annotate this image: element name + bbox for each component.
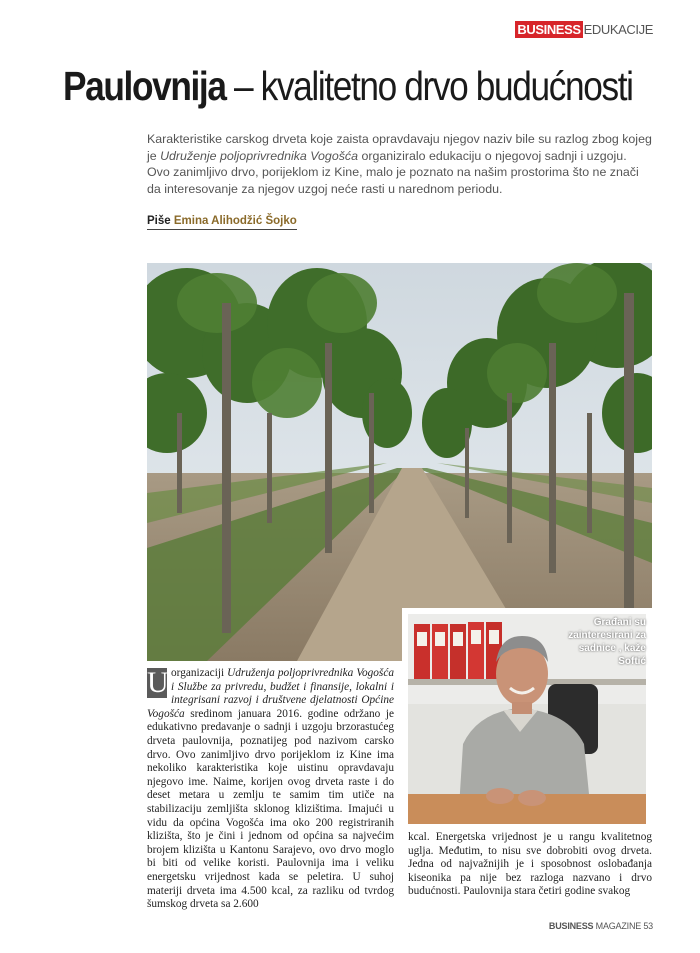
body-left-b: sredinom januara 2016. godine održano je edukativno predavanje o sadnji i uzgoju brzorastućeg drveta paulovnija, poznatijeg pod nazivom carsko drvo. Ovo zanimljivo drvo porijeklom iz Kine ima nekoliko karakteristika koje uistinu opravdavaju njegovo ime. Naime, korijen ovog drveta raste i do deset metara u zemlju te samim tim utiče na stabilizaciju zemljišta sklonog klizištima. Imajući u vidu da općina Vogošća ima oko 200 registriranih klizišta, što je čini i jednom od općina sa najvećim brojem klizišta u Kantonu Sarajevo, ovo drvo moglo bi biti od velike koristi. Paulovnija ima i veliku energetsku vrijednost kada se peletira. U suhoj materiji drveta ima 4.500 kcal, za razliku od tvrdog šumskog drveta sa 2.600 bbox=[147, 707, 394, 911]
section-tag-main: BUSINESS bbox=[517, 22, 581, 37]
footer-magazine-sub: MAGAZINE bbox=[595, 921, 642, 931]
section-tag-sub: EDUKACIJE bbox=[583, 22, 653, 37]
article-headline bbox=[63, 62, 633, 110]
page-footer bbox=[549, 921, 653, 931]
headline-rest: – kvalitetno drvo budućnosti bbox=[225, 63, 633, 109]
photo-caption: Građani su zainteresirani za sadnice , kaže Softić bbox=[568, 617, 646, 667]
lead-italic: Udruženje poljoprivrednika Vogošća bbox=[160, 148, 358, 163]
byline bbox=[147, 215, 297, 230]
article-lead bbox=[147, 131, 652, 197]
lead-part2: organiziralo edukaciju o njegovoj sadnji i uzgoju. Ovo zanimljivo drvo, porijeklom iz Kine, malo je poznato na našim prostorima što ne znači da interesovanje za njegov uzgoj neće rasti u narednom periodu. bbox=[147, 148, 639, 196]
article-column-right bbox=[408, 831, 652, 899]
article-column-left bbox=[147, 667, 394, 912]
plantation-illustration bbox=[147, 263, 652, 661]
byline-label: Piše bbox=[147, 215, 171, 227]
headline-bold: Paulovnija bbox=[63, 63, 226, 109]
drop-cap: U bbox=[147, 666, 169, 699]
page-number: 53 bbox=[643, 921, 653, 931]
inset-photo-frame bbox=[402, 608, 652, 830]
footer-magazine: BUSINESS bbox=[548, 921, 594, 931]
body-left-a: organizaciji bbox=[171, 667, 228, 679]
plantation-photo bbox=[147, 263, 652, 661]
body-left-italic: Udruženja poljoprivrednika Vogošća i Službe za privredu, budžet i finansije, lokalni i integrisani razvoj i društvene djelatnosti Općine Vogošća bbox=[147, 667, 394, 720]
section-tag bbox=[515, 21, 653, 38]
byline-author: Emina Alihodžić Šojko bbox=[173, 215, 297, 227]
body-right: kcal. Energetska vrijednost je u rangu kvalitetnog uglja. Međutim, to nisu sve dobrobiti ovog drveta. Jedna od najvažnijih je i sposobnost oslobađanja kiseonika pa nije bez razloga nazvano i drvo budućnosti. Paulovnija stara četiri godine svakog bbox=[408, 831, 652, 898]
lead-part1: Karakteristike carskog drveta koje zaista opravdavaju njegov naziv bile su razlog zbog kojeg je bbox=[147, 132, 652, 163]
